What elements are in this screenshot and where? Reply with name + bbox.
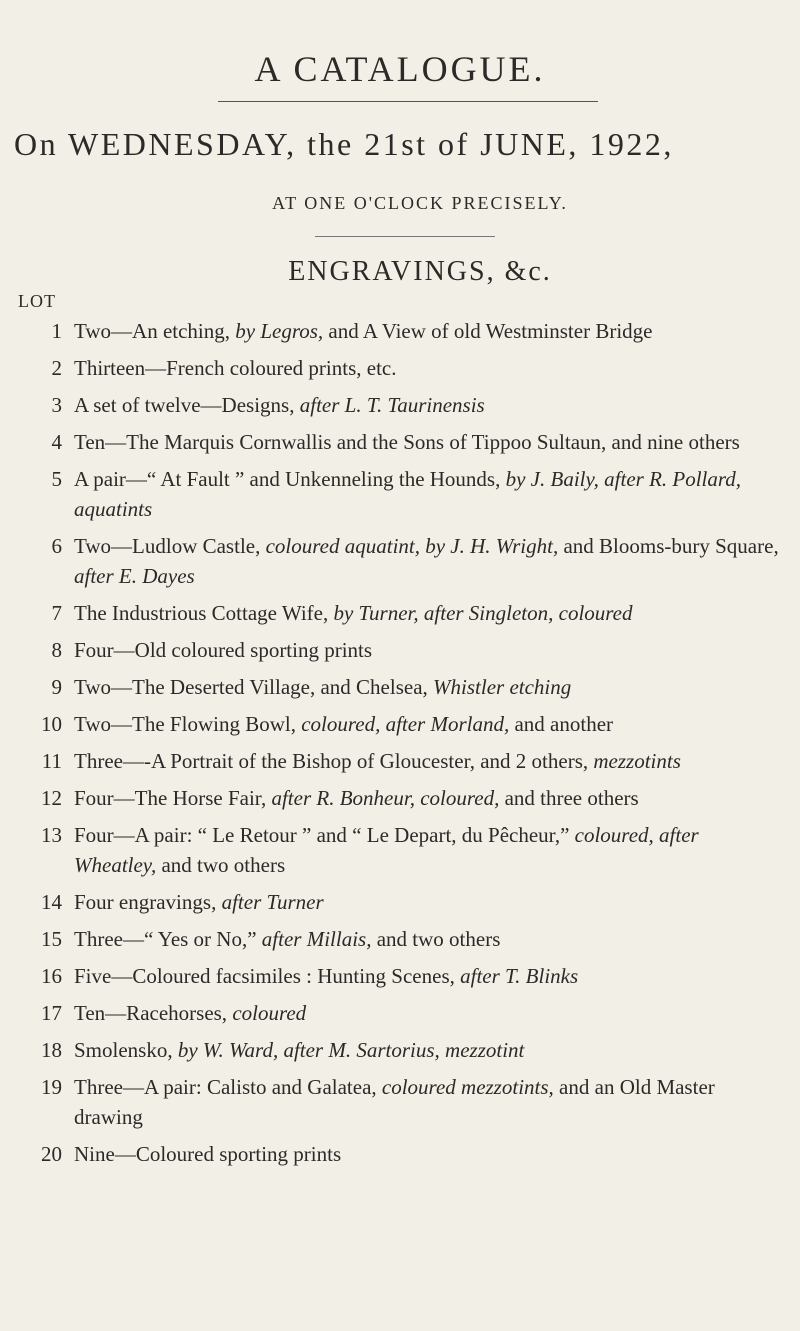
lot-description xyxy=(74,1035,784,1065)
lot-number: 16 xyxy=(41,964,62,988)
lot-item xyxy=(0,1139,800,1169)
lot-number: 5 xyxy=(51,467,62,491)
lot-item xyxy=(0,531,800,591)
lot-description xyxy=(74,924,784,954)
lot-number: 4 xyxy=(51,430,62,454)
lot-number: 20 xyxy=(41,1142,62,1166)
lot-description-italic: coloured xyxy=(232,1001,307,1025)
lot-number: 17 xyxy=(41,1001,62,1025)
lot-description xyxy=(74,961,784,991)
lot-item xyxy=(0,820,800,880)
lot-description-italic: after T. Blinks xyxy=(460,964,579,988)
section-heading: ENGRAVINGS, &c. xyxy=(288,256,552,287)
lot-item xyxy=(0,390,800,420)
lot-number: 10 xyxy=(41,712,62,736)
lot-number: 18 xyxy=(41,1038,62,1062)
lot-description xyxy=(74,390,784,420)
lot-description-text: Two—Ludlow Castle, xyxy=(74,534,266,558)
lot-description-text: A set of twelve—Designs, xyxy=(74,393,300,417)
lot-description xyxy=(74,709,784,739)
lot-description xyxy=(74,353,784,383)
lot-description-italic: coloured aquatint, by J. H. Wright, xyxy=(265,534,559,558)
lot-number: 6 xyxy=(51,534,62,558)
lot-number: 12 xyxy=(41,786,62,810)
lot-list xyxy=(0,316,800,1176)
lot-description-text: Two—The Deserted Village, and Chelsea, xyxy=(74,675,434,699)
lot-description-text: Three—A pair: Calisto and Galatea, xyxy=(74,1075,382,1099)
lot-item xyxy=(0,783,800,813)
lot-description xyxy=(74,635,784,665)
lot-item xyxy=(0,1035,800,1065)
lot-item xyxy=(0,887,800,917)
lot-description-italic: after Turner xyxy=(221,890,324,914)
lot-description xyxy=(74,598,784,628)
lot-description-text: Thirteen—French coloured prints, etc. xyxy=(74,356,397,380)
lot-description-italic: coloured, after Morland, xyxy=(301,712,510,736)
lot-description xyxy=(74,783,784,813)
lot-description xyxy=(74,820,784,880)
sale-date: On WEDNESDAY, the 21st of JUNE, 1922, xyxy=(14,126,674,162)
lot-number: 1 xyxy=(51,319,62,343)
lot-item xyxy=(0,598,800,628)
lot-description-text: and an Old Master drawing xyxy=(74,1075,715,1129)
lot-item xyxy=(0,427,800,457)
lot-description-text: Smolensko, xyxy=(74,1038,178,1062)
lot-description-text: Two—An etching, xyxy=(74,319,236,343)
lot-description-italic: after L. T. Taurinensis xyxy=(299,393,485,417)
lot-number: 2 xyxy=(51,356,62,380)
lot-item xyxy=(0,1072,800,1132)
lot-description-text: Ten—Racehorses, xyxy=(74,1001,233,1025)
lot-description-text: Four—A pair: “ Le Retour ” and “ Le Depart, du Pêcheur,” xyxy=(74,823,575,847)
lot-description xyxy=(74,427,784,457)
lot-item xyxy=(0,353,800,383)
lot-description xyxy=(74,1072,784,1132)
lot-number: 11 xyxy=(41,749,62,773)
lot-description-text: and three others xyxy=(499,786,639,810)
lot-description-text: and two others xyxy=(371,927,501,951)
catalogue-title: A CATALOGUE. xyxy=(254,49,546,89)
lot-description-text: and another xyxy=(509,712,614,736)
lot-description-text: A pair—“ At Fault ” and Unkenneling the Hounds, xyxy=(74,467,506,491)
lot-description xyxy=(74,531,784,591)
lot-description-text: Nine—Coloured sporting prints xyxy=(74,1142,342,1166)
lot-item xyxy=(0,672,800,702)
lot-description-text: Two—The Flowing Bowl, xyxy=(74,712,302,736)
lot-number: 14 xyxy=(41,890,62,914)
lot-description-italic: coloured, after Wheatley, xyxy=(74,823,699,877)
lot-item xyxy=(0,316,800,346)
lot-description xyxy=(74,672,784,702)
lot-description-text: Five—Coloured facsimiles : Hunting Scenes, xyxy=(74,964,461,988)
time-rule xyxy=(315,236,495,237)
lot-number: 7 xyxy=(51,601,62,625)
lot-description xyxy=(74,887,784,917)
lot-description-text: Four—The Horse Fair, xyxy=(74,786,272,810)
lot-item xyxy=(0,464,800,524)
lot-description xyxy=(74,1139,784,1169)
lot-number: 9 xyxy=(51,675,62,699)
lot-item xyxy=(0,961,800,991)
lot-description xyxy=(74,998,784,1028)
lot-description-text: Ten—The Marquis Cornwallis and the Sons of Tippoo Sultaun, and nine others xyxy=(74,430,740,454)
title-rule xyxy=(218,101,598,102)
lot-number: 3 xyxy=(51,393,62,417)
lot-description xyxy=(74,464,784,524)
lot-number: 19 xyxy=(41,1075,62,1099)
lot-description-italic: after R. Bonheur, coloured, xyxy=(271,786,500,810)
lot-number: 8 xyxy=(51,638,62,662)
sale-time: AT ONE O'CLOCK PRECISELY. xyxy=(272,193,568,213)
lot-description-italic: after Millais, xyxy=(261,927,372,951)
lot-column-label: LOT xyxy=(18,291,56,311)
lot-description-text: Three—-A Portrait of the Bishop of Gloucester, and 2 others, xyxy=(74,749,594,773)
lot-description-italic: mezzotints xyxy=(593,749,681,773)
lot-item xyxy=(0,924,800,954)
lot-description xyxy=(74,746,784,776)
lot-description-text: The Industrious Cottage Wife, xyxy=(74,601,334,625)
lot-description xyxy=(74,316,784,346)
lot-item xyxy=(0,998,800,1028)
lot-description-text: and A View of old Westminster Bridge xyxy=(323,319,653,343)
lot-description-italic: Whistler etching xyxy=(433,675,572,699)
lot-item xyxy=(0,635,800,665)
lot-description-text: Four—Old coloured sporting prints xyxy=(74,638,373,662)
lot-description-italic: by Turner, after Singleton, coloured xyxy=(333,601,633,625)
lot-item xyxy=(0,709,800,739)
lot-description-text: Three—“ Yes or No,” xyxy=(74,927,262,951)
lot-description-italic: by J. Baily, after R. Pollard, aquatints xyxy=(74,467,742,521)
lot-item xyxy=(0,746,800,776)
lot-number: 15 xyxy=(41,927,62,951)
lot-description-text: and Blooms-bury Square, xyxy=(558,534,779,558)
lot-description-italic: by W. Ward, after M. Sartorius, mezzotint xyxy=(177,1038,525,1062)
lot-description-text: Four engravings, xyxy=(74,890,222,914)
lot-description-italic: by Legros, xyxy=(235,319,324,343)
lot-description-text: and two others xyxy=(156,853,286,877)
lot-number: 13 xyxy=(41,823,62,847)
lot-description-italic: after E. Dayes xyxy=(74,564,195,588)
lot-description-italic: coloured mezzotints, xyxy=(381,1075,554,1099)
